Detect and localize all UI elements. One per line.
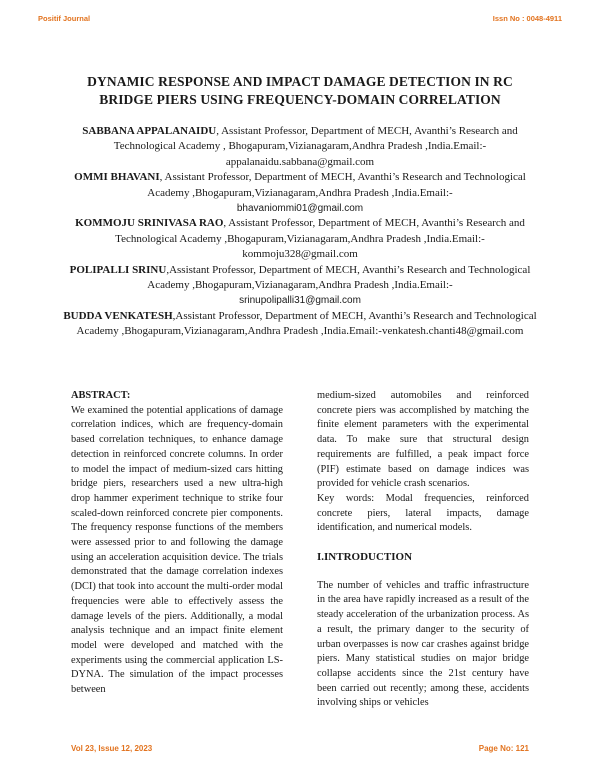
volume-issue: Vol 23, Issue 12, 2023 [71,744,153,753]
author-email: bhavaniommi01@gmail.com [236,203,364,215]
issn-number: Issn No : 0048-4911 [492,14,562,23]
right-column [317,389,529,711]
intro-heading: I.INTRODUCTION [317,551,413,564]
author-name: BUDDA VENKATESH [63,309,173,322]
abstract-text-continued: medium-sized automobiles and reinforced concrete piers was accomplished by matching the finite element parameters with the experimental data. To make sure that structural design requirements are fulfilled, a peak impact force (PIF) estimate based on damage indices was provided for vehicle crash scenarios. [317,390,529,490]
author-list [60,124,540,340]
author-entry [60,309,540,340]
author-email: kommoju328@gmail.com [242,248,358,261]
author-affiliation: , Assistant Professor, Department of MECH, Avanthi’s Research and Technological Academy , Bhogapuram,Vizianagaram,Andhra Pradesh ,India.Email:- [113,125,518,153]
keywords: Key words: Modal frequencies, reinforced concrete piers, lateral impacts, damage identification, and numerical models. [317,492,529,534]
author-entry [60,263,540,309]
author-affiliation: ,Assistant Professor, Department of MECH, Avanthi’s Research and Technological Academy ,Bhogapuram,Vizianagaram,Andhra Pradesh ,India.Email:- [147,263,531,292]
left-column [71,389,283,698]
intro-text: The number of vehicles and traffic infrastructure in the area have rapidly increased as a result of the steady acceleration of the urbanization process. As a result, the primary danger to the security of urban overpasses is now car crashes against bridge piers. Many statistical studies on major bridge collapse accidents since the 21st century have been carried out recently; among these, accidents involving ships or vehicles [317,579,529,709]
author-affiliation: ,Assistant Professor, Department of MECH, Avanthi’s Research and Technological Academy ,Bhogapuram,Vizianagaram,Andhra Pradesh ,India.Email:- [76,309,537,338]
author-entry [60,124,540,170]
author-entry [60,216,540,262]
abstract-text: We examined the potential applications of damage correlation indices, which are frequency-domain based correlation techniques, to enhance damage detection in reinforced concrete columns. In order to model the impact of medium-sized cars hitting bridge piers, researchers used a new ultra-high drop hammer experiment technique to strike four scaled-down reinforced concrete pier components. The frequency response functions of the members were assessed prior to and following the damage using an acceleration acquisition device. The trials demonstrated that the damage correlation indexes (DCI) that took into account the multi-order modal frequencies were able to effectively assess the damage levels of the piers. Additionally, a modal analysis technique and an impact finite element model were developed and matched with the experiments using the commercial application LS-DYNA. The simulation of the impact processes between [71,404,283,696]
author-affiliation: , Assistant Professor, Department of MECH, Avanthi’s Research and Technological Academy ,Bhogapuram,Vizianagaram,Andhra Pradesh ,India.Email:- [147,171,526,199]
page-number: Page No: 121 [478,744,529,753]
author-name: POLIPALLI SRINU [69,263,167,276]
author-affiliation: , Assistant Professor, Department of MECH, Avanthi’s Research and Technological Academy ,Bhogapuram,Vizianagaram,Andhra Pradesh ,India.Email:- [115,217,525,245]
paper-title: DYNAMIC RESPONSE AND IMPACT DAMAGE DETECTION IN RC BRIDGE PIERS USING FREQUENCY-DOMAIN CORRELATION [87,74,513,107]
author-name: OMMI BHAVANI [74,171,160,184]
author-email: srinupolipalli31@gmail.com [239,295,361,307]
abstract-heading: ABSTRACT: [71,390,131,401]
author-name: KOMMOJU SRINIVASA RAO [75,217,224,230]
author-entry [60,170,540,216]
author-email: venkatesh.chanti48@gmail.com [381,325,524,338]
author-name: SABBANA APPALANAIDU [82,125,217,137]
author-email: appalanaidu.sabbana@gmail.com [225,155,375,168]
journal-name: Positif Journal [38,14,91,23]
